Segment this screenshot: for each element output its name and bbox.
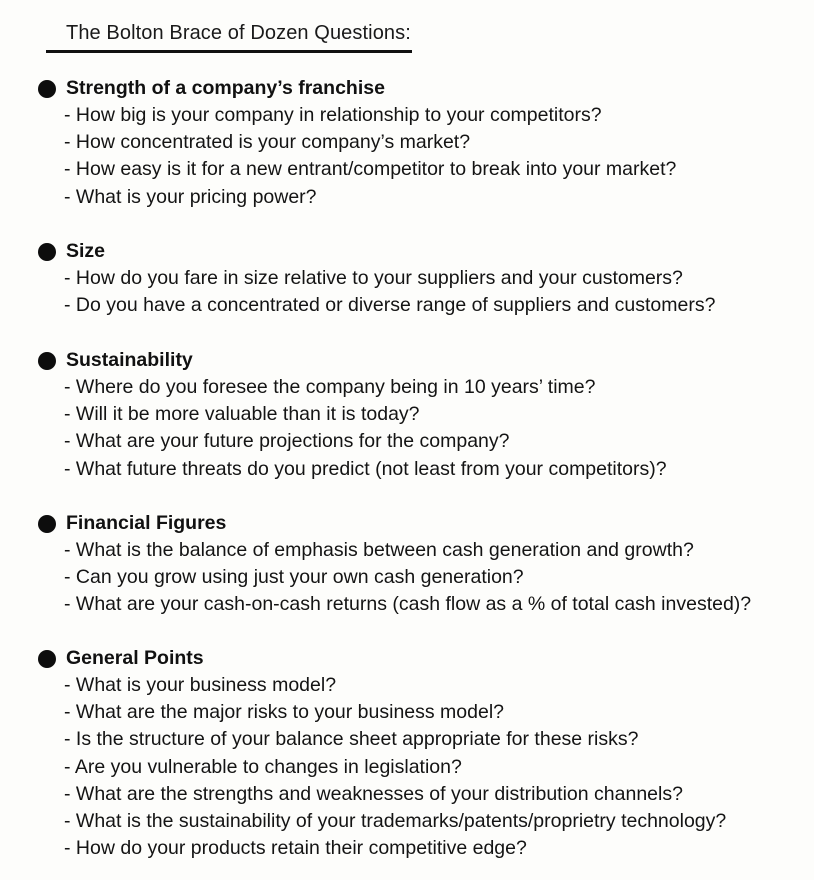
question-item: - Will it be more valuable than it is today? — [64, 401, 808, 428]
section-heading: Financial Figures — [66, 512, 227, 534]
question-item: - What future threats do you predict (not least from your competitors)? — [64, 456, 808, 483]
section-heading-row — [38, 510, 808, 537]
question-item: - Are you vulnerable to changes in legislation? — [64, 754, 808, 781]
bullet-icon — [38, 352, 56, 370]
section-heading: Sustainability — [66, 349, 193, 371]
section-heading-row — [38, 238, 808, 265]
question-item: - How easy is it for a new entrant/competitor to break into your market? — [64, 156, 808, 183]
bullet-icon — [38, 243, 56, 261]
section-heading: Size — [66, 240, 106, 262]
question-list — [38, 265, 808, 319]
question-item: - How concentrated is your company’s market? — [64, 129, 808, 156]
question-item: - What are your cash-on-cash returns (cash flow as a % of total cash invested)? — [64, 591, 808, 618]
section-size — [38, 238, 808, 319]
section-sustainability — [38, 347, 808, 483]
question-item: - Can you grow using just your own cash generation? — [64, 564, 808, 591]
page-title: The Bolton Brace of Dozen Questions: — [66, 22, 411, 44]
bullet-icon — [38, 515, 56, 533]
question-item: - Is the structure of your balance sheet appropriate for these risks? — [64, 726, 808, 753]
title-underline — [46, 50, 412, 53]
section-heading-row — [38, 347, 808, 374]
question-item: - How big is your company in relationship to your competitors? — [64, 102, 808, 129]
question-item: - How do your products retain their competitive edge? — [64, 835, 808, 862]
bullet-icon — [38, 650, 56, 668]
question-item: - What is your pricing power? — [64, 184, 808, 211]
question-item: - What are your future projections for the company? — [64, 428, 808, 455]
question-list — [38, 537, 808, 619]
question-item: - What are the strengths and weaknesses of your distribution channels? — [64, 781, 808, 808]
question-item: - How do you fare in size relative to your suppliers and your customers? — [64, 265, 808, 292]
section-heading: Strength of a company’s franchise — [66, 77, 385, 99]
question-item: - Where do you foresee the company being in 10 years’ time? — [64, 374, 808, 401]
section-heading: General Points — [66, 647, 204, 669]
question-item: - What is the sustainability of your trademarks/patents/proprietry technology? — [64, 808, 808, 835]
section-heading-row — [38, 75, 808, 102]
question-list — [38, 374, 808, 483]
section-heading-row — [38, 645, 808, 672]
question-item: - What are the major risks to your business model? — [64, 699, 808, 726]
question-item: - What is your business model? — [64, 672, 808, 699]
question-item: - Do you have a concentrated or diverse range of suppliers and customers? — [64, 292, 808, 319]
question-list — [38, 102, 808, 211]
bullet-icon — [38, 80, 56, 98]
question-item: - What is the balance of emphasis between cash generation and growth? — [64, 537, 808, 564]
section-financial-figures — [38, 510, 808, 619]
section-franchise — [38, 75, 808, 211]
question-list — [38, 672, 808, 862]
section-general-points — [38, 645, 808, 862]
